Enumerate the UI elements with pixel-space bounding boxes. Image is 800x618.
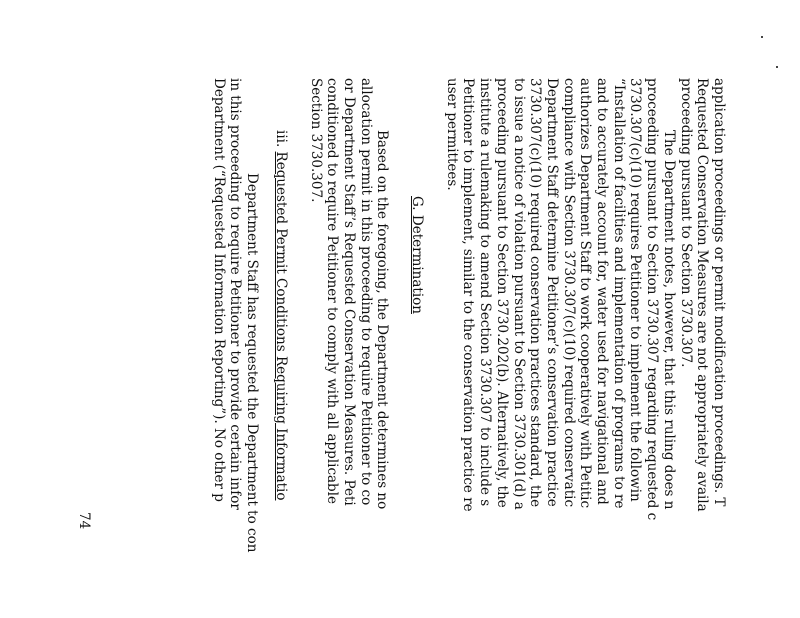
section-heading-g: G. Determination — [409, 196, 426, 314]
spacer — [425, 78, 443, 618]
heading-iii-text: Requested Permit Conditions Requiring Informatio — [272, 151, 289, 501]
text-line: authorizes Department Staff to work cooperatively with Petitic — [577, 78, 594, 509]
text-line: “Installation of facilities and implementation of programs to re — [610, 78, 627, 509]
text-line: Department Staff determine Petitioner’s conservation practice — [543, 78, 560, 507]
text-line: and to accurately account for, water used for navigational and — [594, 78, 611, 505]
text-line: The Department notes, however, that this ruling does n — [660, 130, 677, 510]
text-line: application proceedings or permit modification proceedings. T — [711, 78, 727, 507]
spacer — [260, 78, 272, 618]
text-line: compliance with Section 3730.307(c)(10) required conservatic — [560, 78, 577, 508]
text-line: Based on the foregoing, the Department determines no — [374, 130, 391, 510]
text-line: proceeding pursuant to Section 3730.307. — [677, 78, 694, 368]
text-line: Department Staff has requested the Department to con — [244, 173, 261, 553]
text-line: in this proceeding to require Petitioner to provide certain infor — [227, 78, 244, 510]
text-line: or Department Staff’s Requested Conservation Measures. Peti — [340, 78, 357, 506]
text-line: Requested Conservation Measures are not appropriately availa — [694, 78, 711, 512]
section-heading-iii — [272, 78, 289, 618]
text-line: allocation permit in this proceeding to require Petitioner to co — [357, 78, 374, 506]
paragraph-1 — [677, 78, 727, 618]
page-number: 74 — [76, 512, 92, 530]
text-line: Department (“Requested Information Reporting”). No other p — [210, 78, 227, 502]
text-line: 3730.307(c)(10) required conservation practices standard, the — [527, 78, 544, 508]
rotated-page-text — [210, 78, 727, 618]
text-line: proceeding pursuant to Section 3730.202(b). Alternatively, the — [493, 78, 510, 508]
paragraph-3 — [307, 78, 391, 618]
spacer — [390, 78, 408, 618]
heading-iii-number: iii. — [272, 130, 289, 148]
paragraph-4 — [210, 78, 260, 618]
paragraph-2 — [443, 78, 677, 618]
text-line: institute a rulemaking to amend Section 3730.307 to include s — [477, 78, 494, 507]
text-line: Section 3730.307. — [307, 78, 324, 203]
text-line: 3730.307(c)(10) requires Petitioner to implement the followin — [627, 78, 644, 502]
text-line: Petitioner to implement, similar to the conservation practice re — [460, 78, 477, 512]
text-line: to issue a notice of violation pursuant to Section 3730.301(d) a — [510, 78, 527, 510]
text-line: proceeding pursuant to Section 3730.307 regarding requested c — [644, 78, 661, 521]
text-line: user permittees. — [443, 78, 460, 191]
spacer — [289, 78, 307, 618]
text-line: conditioned to require Petitioner to comply with all applicable — [324, 78, 341, 505]
